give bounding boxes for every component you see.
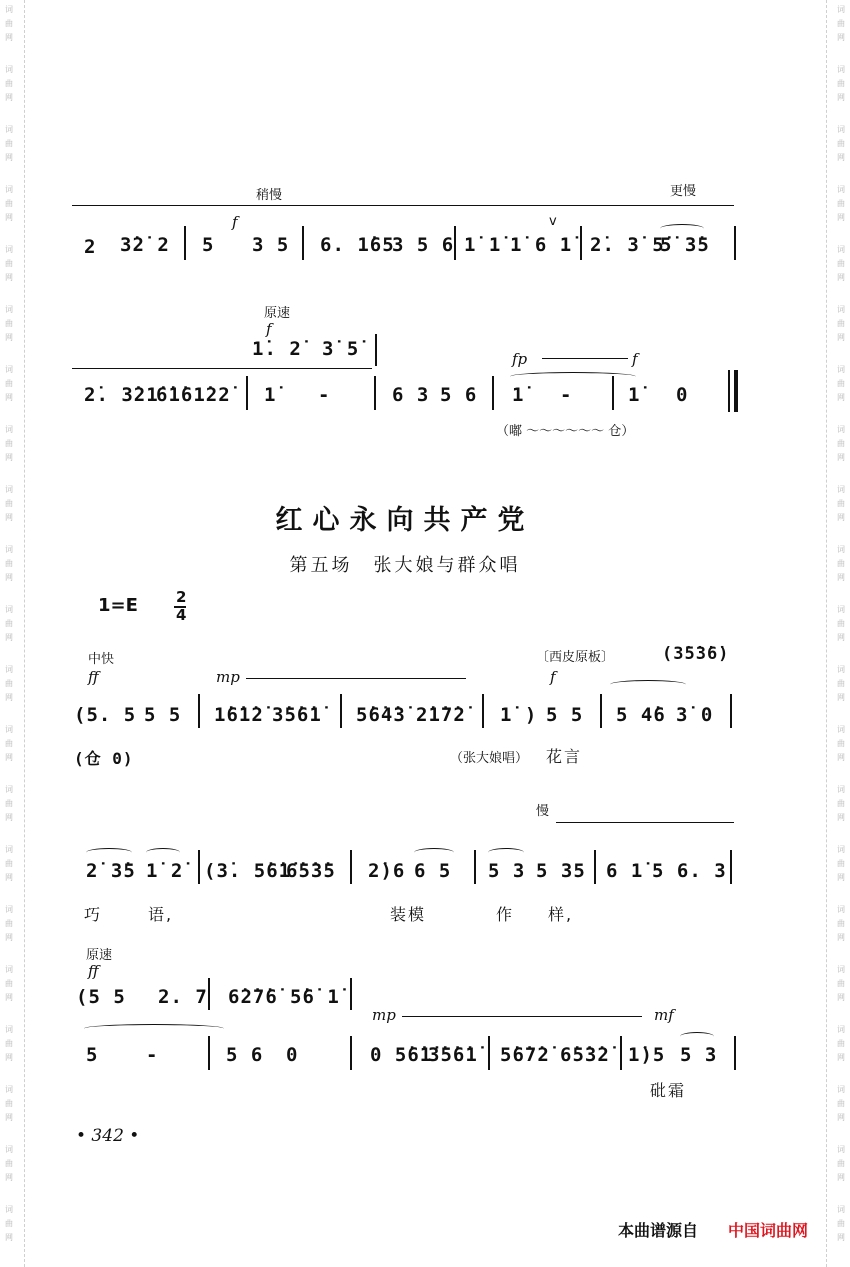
system2-note-group: 2̇)6: [368, 860, 406, 882]
watermark-glyph: 曲: [5, 1039, 13, 1048]
watermark-glyph: 网: [5, 813, 13, 822]
system1-dynamic-f: f: [550, 668, 556, 686]
system1-note-group: 5 4̇6: [616, 704, 666, 726]
barline: [350, 978, 352, 1010]
watermark-glyph: 网: [5, 213, 13, 222]
system3-dynamic-mf: mf: [654, 1006, 674, 1024]
watermark-glyph: 曲: [837, 319, 845, 328]
system2-note-group: 2̇ 3̇5: [86, 860, 136, 882]
system2-note-group: 1̇ 2̇: [146, 860, 184, 882]
row1-note-group: 5: [202, 234, 215, 256]
system1-percussion: (仓 0): [74, 749, 134, 768]
watermark-glyph: 网: [5, 993, 13, 1002]
row2-note-group: 6 3: [392, 384, 430, 406]
tempo-mark-slow: 慢: [536, 804, 550, 819]
system3-note-group: 3̇5̇6̇1̇: [428, 1044, 478, 1066]
watermark-glyph: 网: [5, 93, 13, 102]
watermark-glyph: 曲: [5, 559, 13, 568]
watermark-glyph: 网: [5, 633, 13, 642]
watermark-glyph: 网: [837, 873, 845, 882]
system2-note-group: 6 5: [414, 860, 452, 882]
barline: [350, 1036, 352, 1070]
system2-note-group: (3̇. 5̇6̇1̇: [204, 860, 292, 882]
key-signature: 1=E: [98, 595, 138, 616]
watermark-glyph: 网: [5, 513, 13, 522]
barline: [340, 694, 342, 728]
watermark-glyph: 曲: [5, 79, 13, 88]
watermark-glyph: 网: [837, 93, 845, 102]
watermark-glyph: 网: [5, 873, 13, 882]
watermark-glyph: 网: [837, 213, 845, 222]
watermark-glyph: 词: [5, 665, 13, 674]
right-margin-line: [826, 0, 827, 1267]
slur: [86, 848, 132, 857]
watermark-glyph: 词: [837, 965, 845, 974]
row2-dynamic-f2: f: [632, 350, 638, 368]
watermark-glyph: 词: [837, 185, 845, 194]
watermark-glyph: 网: [5, 333, 13, 342]
watermark-glyph: 词: [837, 5, 845, 14]
system3-note-group: -: [146, 1044, 159, 1066]
system3-upper-notes: 5̇6̇ 1̇: [290, 986, 340, 1008]
watermark-glyph: 网: [5, 1113, 13, 1122]
barline: [482, 694, 484, 728]
watermark-glyph: 网: [5, 453, 13, 462]
barline: [302, 226, 304, 260]
crescendo-line: [402, 1016, 642, 1017]
watermark-glyph: 词: [837, 365, 845, 374]
barline: [208, 978, 210, 1010]
watermark-glyph: 曲: [837, 559, 845, 568]
left-margin-line: [24, 0, 25, 1267]
row2-note-group: 5 6: [440, 384, 478, 406]
barline: [208, 1036, 210, 1070]
barline: [594, 850, 596, 884]
system3-upper-notes: 2. 7: [158, 986, 208, 1008]
watermark-glyph: 曲: [837, 1039, 845, 1048]
right-watermark-strip: [832, 0, 850, 1267]
final-barline-thin: [728, 370, 730, 412]
watermark-glyph: 曲: [837, 19, 845, 28]
system3-note-group: 5 3: [680, 1044, 718, 1066]
watermark-glyph: 网: [837, 1113, 845, 1122]
row1-note-group: 1̇ 1̇: [464, 234, 502, 256]
tempo-mark-original-2: 原速: [86, 948, 113, 963]
watermark-glyph: 曲: [837, 1219, 845, 1228]
slur: [660, 224, 704, 233]
watermark-glyph: 曲: [5, 1219, 13, 1228]
watermark-glyph: 网: [5, 33, 13, 42]
watermark-glyph: 词: [5, 725, 13, 734]
system1-dynamic-ff: ff: [88, 668, 99, 686]
watermark-glyph: 词: [837, 425, 845, 434]
watermark-glyph: 曲: [837, 799, 845, 808]
system1-note-group: 2̇1̇7̇2̇: [416, 704, 466, 726]
watermark-glyph: 曲: [5, 199, 13, 208]
watermark-glyph: 曲: [837, 79, 845, 88]
row2-note-group: 1̇: [628, 384, 641, 406]
system3-upper-notes: (5 5: [76, 986, 126, 1008]
system3-note-group: 5 6: [226, 1044, 264, 1066]
tempo-mark-moderately-fast: 中快: [88, 652, 115, 667]
watermark-glyph: 曲: [5, 1099, 13, 1108]
crescendo-line: [542, 358, 628, 359]
system3-note-group: 1̇)5: [628, 1044, 666, 1066]
system1-note-group: 3̇ 0: [676, 704, 714, 726]
watermark-glyph: 词: [5, 425, 13, 434]
percussion-notation: （嘟 ～～～～～～ 仓）: [496, 424, 635, 439]
watermark-glyph: 网: [837, 573, 845, 582]
system1-note-group: 5̇6̇4̇3̇: [356, 704, 406, 726]
barline: [580, 226, 582, 260]
watermark-glyph: 曲: [837, 379, 845, 388]
watermark-glyph: 曲: [5, 799, 13, 808]
watermark-glyph: 词: [5, 845, 13, 854]
section1-top-rule: [72, 205, 734, 206]
row1-note-group: 3̇2̇ 2: [120, 234, 170, 256]
system3-note-group: 0 5̇6̇1̇: [370, 1044, 433, 1066]
watermark-glyph: 词: [5, 1145, 13, 1154]
slur: [488, 848, 524, 857]
time-signature-top: 2: [176, 588, 187, 606]
watermark-glyph: 词: [837, 845, 845, 854]
watermark-glyph: 词: [837, 545, 845, 554]
system2-note-group: 5 35: [536, 860, 586, 882]
system2-lyric: 语,: [148, 905, 174, 924]
singer-label: （张大娘唱）: [450, 751, 529, 766]
system3-lyric: 砒霜: [650, 1081, 687, 1100]
watermark-glyph: 曲: [837, 439, 845, 448]
watermark-glyph: 网: [837, 693, 845, 702]
final-barline-thick: [734, 370, 738, 412]
row2-note-group: -: [318, 384, 331, 406]
watermark-glyph: 词: [837, 1085, 845, 1094]
watermark-glyph: 词: [5, 365, 13, 374]
page-number: • 342 •: [76, 1126, 140, 1146]
row1-note-group: 5̇ 3̇5: [660, 234, 710, 256]
watermark-glyph: 曲: [837, 619, 845, 628]
tempo-mark-slightly-slow: 稍慢: [256, 188, 283, 203]
watermark-glyph: 网: [5, 933, 13, 942]
slur: [414, 848, 454, 857]
watermark-glyph: 曲: [837, 679, 845, 688]
decrescendo-line: [246, 678, 466, 679]
system1-note-group: 3̇5̇6̇1̇: [272, 704, 322, 726]
watermark-glyph: 网: [5, 153, 13, 162]
watermark-glyph: 曲: [5, 19, 13, 28]
watermark-glyph: 网: [837, 453, 845, 462]
tempo-extension-line: [556, 822, 734, 823]
barline: [350, 850, 352, 884]
watermark-glyph: 曲: [5, 499, 13, 508]
row2-upper-notes: 1̇. 2̇: [252, 338, 302, 360]
watermark-glyph: 词: [5, 905, 13, 914]
system2-lyric: 装模: [390, 905, 427, 924]
row2-dynamic-fp: fp: [512, 350, 528, 368]
watermark-glyph: 词: [5, 1085, 13, 1094]
watermark-glyph: 曲: [5, 619, 13, 628]
slur: [510, 372, 636, 381]
row1-note-group: 2̇. 3̇ 5̇: [590, 234, 665, 256]
system3-note-group: 0: [286, 1044, 299, 1066]
row2-note-group: 1̇: [512, 384, 525, 406]
barline: [454, 226, 456, 260]
row1-note-group: 3 5 6: [392, 234, 455, 256]
system3-note-group: 6̇5̇3̇2̇: [560, 1044, 610, 1066]
row1-note-group: 1̇ 6 1̇: [510, 234, 573, 256]
system3-note-group: 5: [86, 1044, 99, 1066]
system2-lyric: 作: [496, 905, 515, 924]
row2-note-group: 2̇. 3̇21̇: [84, 384, 159, 406]
barline: [488, 1036, 490, 1070]
system2-note-group: 6̇5̇3̇5: [286, 860, 336, 882]
system1-note-group: 1̇6̇1̇2̇: [214, 704, 264, 726]
watermark-glyph: 词: [5, 485, 13, 494]
watermark-glyph: 词: [837, 125, 845, 134]
watermark-glyph: 词: [5, 605, 13, 614]
watermark-glyph: 网: [837, 1053, 845, 1062]
barline: [730, 694, 732, 728]
watermark-glyph: 词: [5, 965, 13, 974]
system3-note-group: 5̇6̇7̇2̇: [500, 1044, 550, 1066]
watermark-glyph: 词: [5, 785, 13, 794]
watermark-glyph: 词: [5, 185, 13, 194]
watermark-glyph: 词: [837, 65, 845, 74]
system2-note-group: 5 3: [488, 860, 526, 882]
watermark-glyph: 曲: [5, 1159, 13, 1168]
barline: [620, 1036, 622, 1070]
watermark-glyph: 网: [837, 993, 845, 1002]
watermark-glyph: 曲: [5, 739, 13, 748]
system1-note-group: 5 5: [546, 704, 584, 726]
slur: [610, 680, 686, 689]
system2-note-group: 5 6. 3: [652, 860, 727, 882]
watermark-glyph: 词: [5, 65, 13, 74]
watermark-glyph: 词: [5, 1025, 13, 1034]
slur: [680, 1032, 714, 1041]
watermark-glyph: 网: [5, 1173, 13, 1182]
watermark-glyph: 网: [837, 153, 845, 162]
row2-note-group: 1̇: [264, 384, 277, 406]
row2-note-group: -: [560, 384, 573, 406]
barline: [374, 376, 376, 410]
watermark-glyph: 网: [837, 1233, 845, 1242]
watermark-glyph: 网: [5, 753, 13, 762]
watermark-glyph: 词: [5, 5, 13, 14]
watermark-glyph: 词: [837, 785, 845, 794]
watermark-glyph: 网: [837, 513, 845, 522]
tempo-mark-slower: 更慢: [670, 184, 697, 199]
system3-upper-notes: 6̇2̇7̇6̇: [228, 986, 278, 1008]
watermark-glyph: 曲: [5, 979, 13, 988]
system3-dynamic-mp: mp: [372, 1006, 396, 1024]
watermark-glyph: 网: [837, 333, 845, 342]
watermark-glyph: 曲: [837, 139, 845, 148]
watermark-glyph: 网: [837, 813, 845, 822]
watermark-glyph: 曲: [837, 739, 845, 748]
barline: [184, 226, 186, 260]
slur: [84, 1024, 224, 1033]
watermark-glyph: 曲: [5, 259, 13, 268]
watermark-glyph: 网: [837, 1173, 845, 1182]
row2-note-group: 0: [676, 384, 689, 406]
row1-note-group: 6. 1̇65: [320, 234, 395, 256]
watermark-glyph: 曲: [5, 139, 13, 148]
watermark-glyph: 网: [5, 393, 13, 402]
watermark-glyph: 词: [837, 485, 845, 494]
row2-dynamic-f: f: [266, 320, 272, 338]
watermark-glyph: 网: [5, 1053, 13, 1062]
watermark-glyph: 曲: [837, 499, 845, 508]
watermark-glyph: 词: [837, 905, 845, 914]
watermark-glyph: 网: [5, 573, 13, 582]
watermark-glyph: 曲: [837, 199, 845, 208]
watermark-glyph: 词: [837, 305, 845, 314]
system1-upper-group: (3̇5̇3̇6̇): [662, 644, 730, 664]
system1-note-group: 1̇ ): [500, 704, 538, 726]
system1-dynamic-mp: mp: [216, 668, 240, 686]
system2-lyric: 巧: [84, 905, 103, 924]
watermark-glyph: 网: [837, 393, 845, 402]
row1-note-group: 3 5: [252, 234, 290, 256]
row2-note-group: 6̇1̇61̇22̇: [156, 384, 231, 406]
watermark-glyph: 曲: [837, 1159, 845, 1168]
row1-dynamic-f: f: [232, 213, 238, 231]
footer-source-label: 本曲谱源自: [618, 1221, 699, 1240]
section1-mid-rule: [72, 368, 372, 369]
song-subtitle: 第五场 张大娘与群众唱: [289, 555, 521, 576]
watermark-glyph: 曲: [837, 979, 845, 988]
barline: [492, 376, 494, 410]
watermark-glyph: 曲: [837, 859, 845, 868]
watermark-glyph: 曲: [5, 319, 13, 328]
watermark-glyph: 词: [5, 125, 13, 134]
watermark-glyph: 词: [5, 1205, 13, 1214]
row1-note-group: 2: [84, 236, 97, 258]
watermark-glyph: 曲: [837, 919, 845, 928]
tempo-mark-original: 原速: [264, 306, 291, 321]
barline: [612, 376, 614, 410]
watermark-glyph: 网: [837, 753, 845, 762]
watermark-glyph: 词: [837, 1205, 845, 1214]
left-watermark-strip: [0, 0, 18, 1267]
watermark-glyph: 曲: [837, 259, 845, 268]
watermark-glyph: 网: [837, 933, 845, 942]
watermark-glyph: 词: [5, 245, 13, 254]
watermark-glyph: 曲: [5, 919, 13, 928]
watermark-glyph: 曲: [5, 439, 13, 448]
watermark-glyph: 曲: [5, 859, 13, 868]
watermark-glyph: 曲: [5, 679, 13, 688]
banban-label: 〔西皮原板〕: [536, 650, 615, 665]
watermark-glyph: 词: [837, 605, 845, 614]
system1-lyric: 花言: [546, 747, 583, 766]
watermark-glyph: 词: [837, 245, 845, 254]
watermark-glyph: 词: [837, 1025, 845, 1034]
system2-lyric: 样,: [548, 905, 574, 924]
watermark-glyph: 网: [5, 1233, 13, 1242]
watermark-glyph: 词: [837, 665, 845, 674]
barline: [198, 694, 200, 728]
barline: [246, 376, 248, 410]
watermark-glyph: 网: [5, 693, 13, 702]
watermark-glyph: 词: [837, 1145, 845, 1154]
watermark-glyph: 曲: [837, 1099, 845, 1108]
watermark-glyph: 曲: [5, 379, 13, 388]
song-title: 红心永向共产党: [275, 505, 535, 536]
time-signature-bottom: 4: [176, 606, 187, 624]
row1-breath-mark: v: [549, 214, 557, 229]
barline: [734, 1036, 736, 1070]
watermark-glyph: 网: [837, 33, 845, 42]
watermark-glyph: 网: [837, 273, 845, 282]
row2-upper-notes: 3̇ 5̇: [322, 338, 360, 360]
watermark-glyph: 词: [5, 305, 13, 314]
system3-dynamic-ff: ff: [88, 962, 99, 980]
barline: [375, 334, 377, 366]
watermark-glyph: 词: [5, 545, 13, 554]
barline: [198, 850, 200, 884]
system1-note-group: (5. 5: [74, 704, 137, 726]
barline: [474, 850, 476, 884]
watermark-glyph: 网: [5, 273, 13, 282]
footer-site-link[interactable]: 中国词曲网: [728, 1221, 809, 1240]
watermark-glyph: 网: [837, 633, 845, 642]
barline: [730, 850, 732, 884]
system2-note-group: 6 1̇: [606, 860, 644, 882]
barline: [600, 694, 602, 728]
watermark-glyph: 词: [837, 725, 845, 734]
slur: [146, 848, 180, 857]
barline: [734, 226, 736, 260]
system1-note-group: 5 5: [144, 704, 182, 726]
